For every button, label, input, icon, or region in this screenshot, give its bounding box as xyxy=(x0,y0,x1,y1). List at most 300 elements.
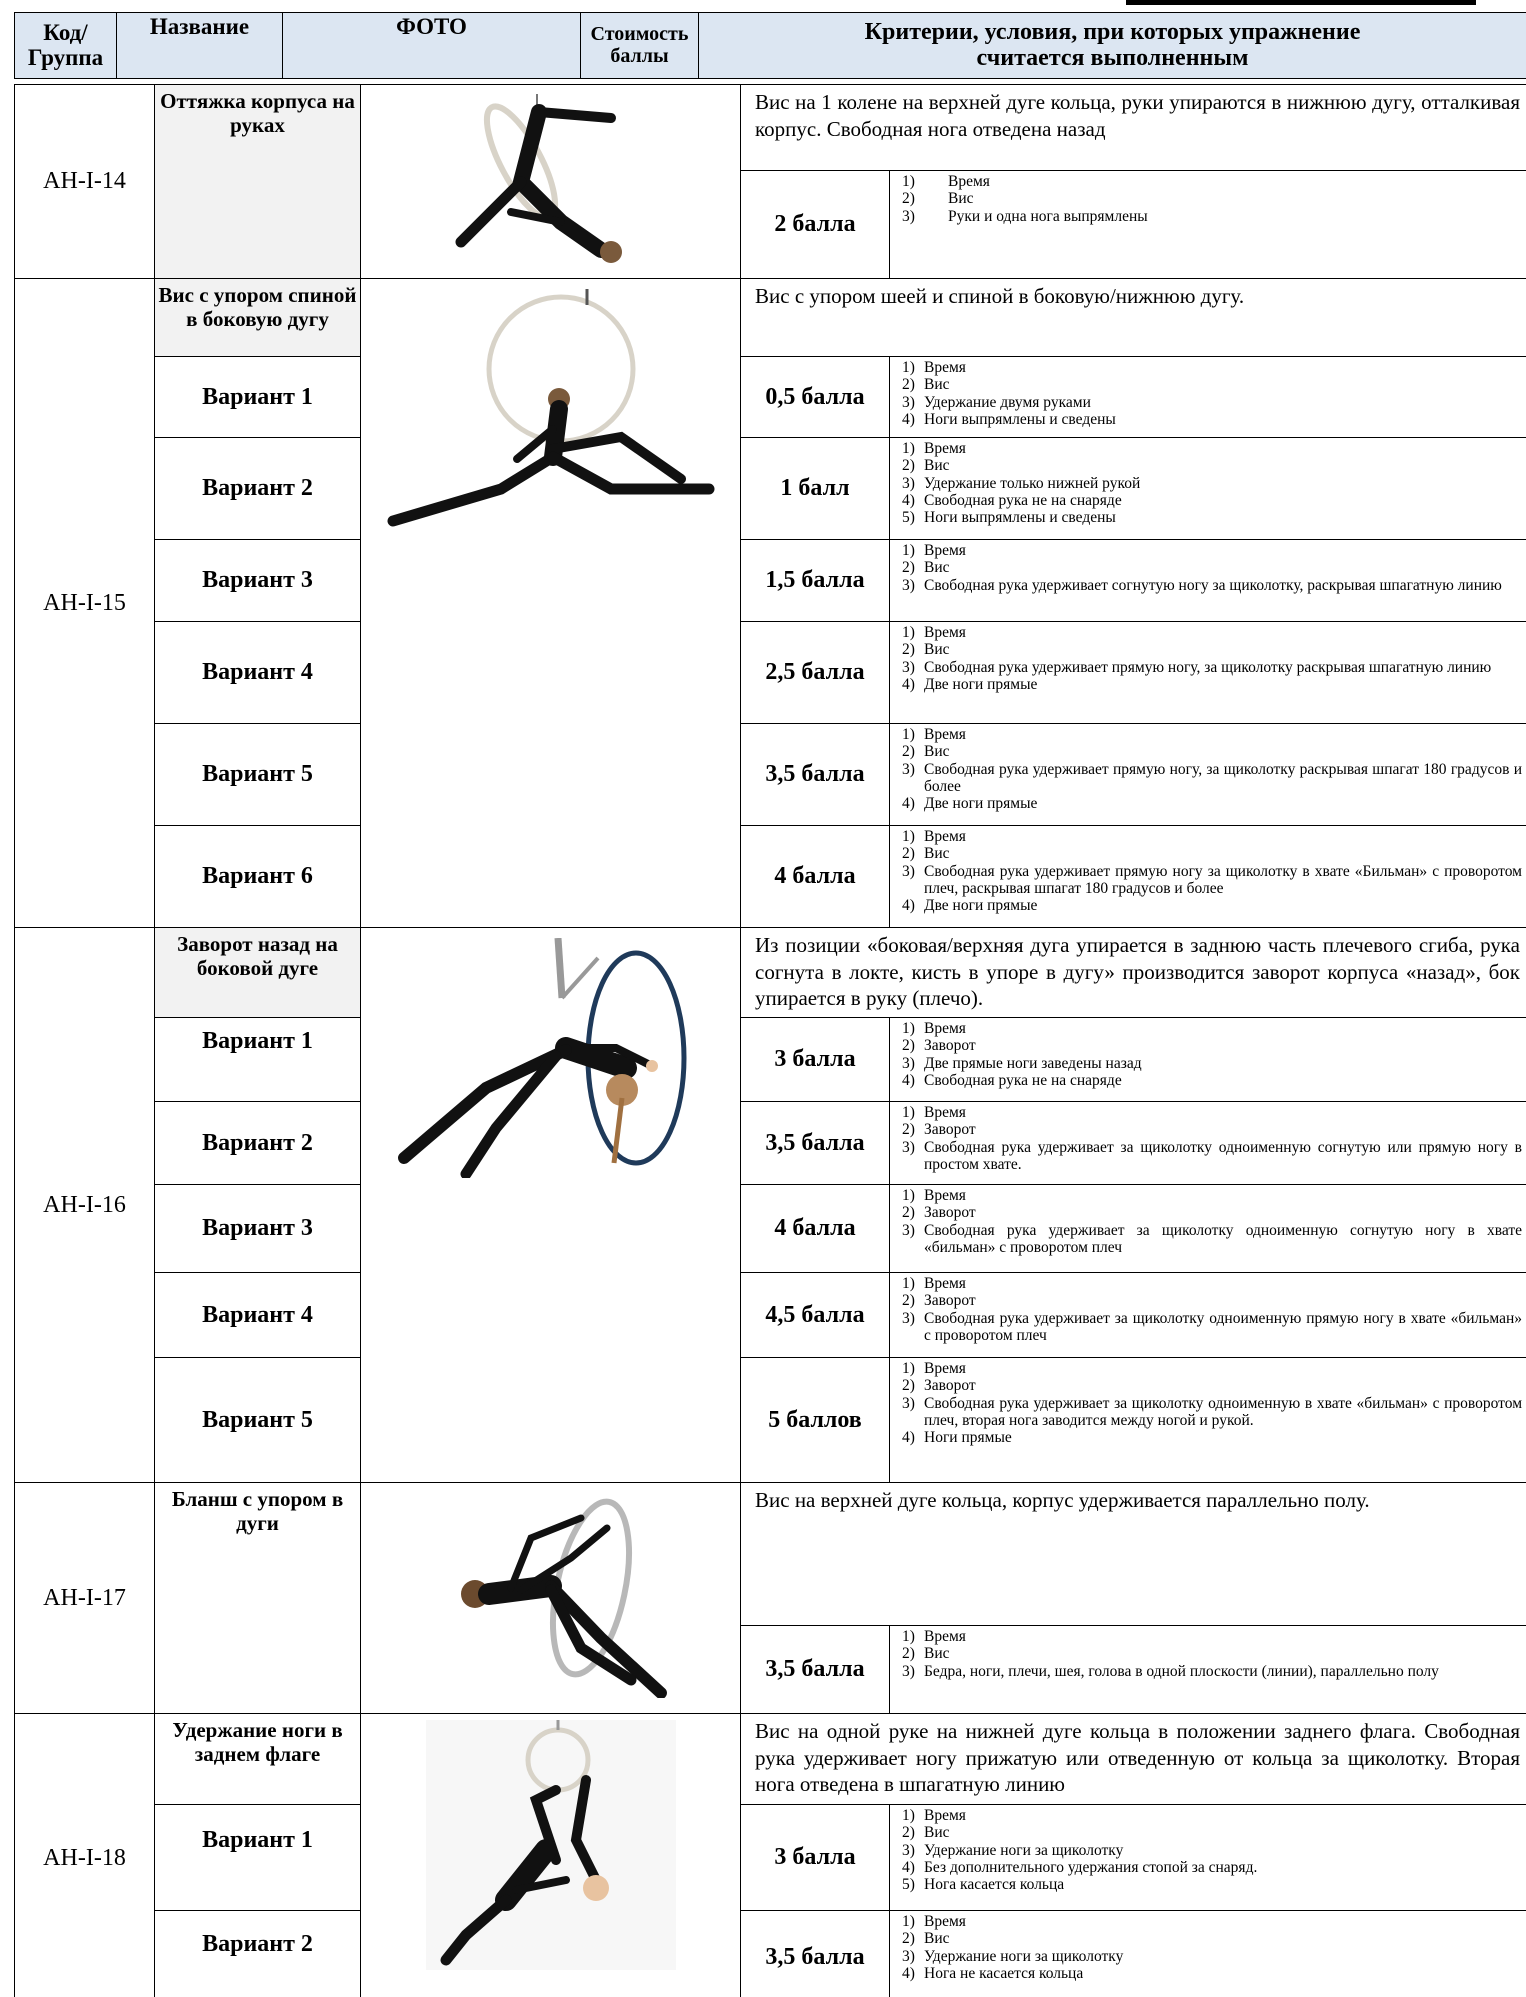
name-text: Бланш с упором в дуги xyxy=(171,1487,344,1536)
gymnast-back-flag-icon xyxy=(426,1720,676,1970)
photo-cell xyxy=(361,928,741,1483)
desc-text: Вис на одной руке на нижней дуге кольца в положении заднего флага. Свободная рука удерживает ногу прижатую или отведенную от кольца за щиколотку. Вторая нога отведена в шпагатную линию xyxy=(755,1719,1520,1797)
criteria-item xyxy=(902,1824,1522,1841)
criteria-item xyxy=(902,1377,1522,1394)
score-text: 4 балла xyxy=(774,863,856,889)
criteria-cell xyxy=(890,357,1526,438)
gymnast-hanging-on-knee-icon xyxy=(451,92,651,272)
criteria-num: 1) xyxy=(902,359,915,376)
criteria-text: Вис xyxy=(924,1930,950,1948)
criteria-text: Время xyxy=(924,624,966,641)
criteria-item xyxy=(902,1020,1522,1037)
criteria-text: Заворот xyxy=(924,1377,976,1395)
criteria-num: 4) xyxy=(902,795,915,813)
table-row xyxy=(15,1911,1526,1997)
criteria-num: 2) xyxy=(902,845,915,863)
variant-text: Вариант 5 xyxy=(202,761,313,787)
criteria-text: Нога касается кольца xyxy=(924,1876,1065,1894)
elements-table xyxy=(14,84,1526,1997)
criteria-num: 2) xyxy=(902,457,915,475)
criteria-text: Руки и одна нога выпрямлены xyxy=(948,207,1148,225)
desc-cell xyxy=(741,1714,1526,1805)
criteria-text: Свободная рука удерживает прямую ногу за щиколотку в хвате «Бильман» с проворотом плеч, раскрывая шпагат 180 градусов и более xyxy=(924,862,1522,898)
criteria-item xyxy=(902,676,1522,693)
criteria-num: 4) xyxy=(902,897,915,915)
criteria-item xyxy=(902,492,1522,509)
gymnast-horizontal-blanche-icon xyxy=(431,1498,671,1698)
criteria-num: 1) xyxy=(902,726,915,743)
criteria-text: Вис xyxy=(924,1645,950,1663)
code-cell xyxy=(15,85,155,279)
criteria-item xyxy=(902,1930,1522,1947)
code-text: АН-I-18 xyxy=(43,1845,126,1871)
variant-text: Вариант 2 xyxy=(202,1931,313,1957)
name-text: Удержание ноги в заднем флаге xyxy=(172,1718,343,1767)
table-row xyxy=(15,357,1526,438)
criteria-text: Нога не касается кольца xyxy=(924,1965,1084,1983)
header-code-text: Код/ Группа xyxy=(27,19,104,70)
criteria-num: 3) xyxy=(902,1841,915,1859)
criteria-text: Удержание только нижней рукой xyxy=(924,474,1141,492)
criteria-num: 3) xyxy=(902,1054,915,1072)
criteria-item xyxy=(902,208,1522,225)
code-cell xyxy=(15,1714,155,1997)
criteria-num: 3) xyxy=(902,1309,915,1327)
criteria-text: Две ноги прямые xyxy=(924,676,1038,694)
criteria-item xyxy=(902,577,1522,594)
criteria-item xyxy=(902,845,1522,862)
header-criteria-text: Критерии, условия, при которых упражнение считается выполненным xyxy=(864,18,1361,71)
criteria-item xyxy=(902,659,1522,676)
score-cell xyxy=(741,438,890,540)
score-text: 3,5 балла xyxy=(765,1129,865,1156)
table-row xyxy=(15,928,1526,1018)
criteria-num: 2) xyxy=(902,1824,915,1842)
gymnast-back-twist-icon xyxy=(386,938,716,1178)
criteria-cell xyxy=(890,1626,1526,1714)
criteria-item xyxy=(902,559,1522,576)
name-cell xyxy=(155,928,361,1018)
table-row xyxy=(15,85,1526,171)
criteria-num: 2) xyxy=(902,376,915,394)
criteria-text: Время xyxy=(924,1275,966,1292)
criteria-item xyxy=(902,828,1522,845)
criteria-num: 3) xyxy=(902,1138,915,1156)
criteria-item xyxy=(902,1663,1522,1680)
criteria-num: 3) xyxy=(902,1947,915,1965)
criteria-num: 2) xyxy=(902,641,915,659)
criteria-item xyxy=(902,394,1522,411)
criteria-num: 3) xyxy=(902,862,915,880)
photo-cell xyxy=(361,1714,741,1997)
score-cell xyxy=(741,622,890,724)
variant-text: Вариант 1 xyxy=(202,1028,313,1054)
criteria-num: 4) xyxy=(902,676,915,694)
name-text: Вис с упором спиной в боковую дугу xyxy=(158,283,357,332)
criteria-text: Время xyxy=(948,173,990,190)
table-row xyxy=(15,1483,1526,1626)
criteria-text: Время xyxy=(924,1807,966,1824)
criteria-item xyxy=(902,411,1522,428)
criteria-num: 2) xyxy=(902,559,915,577)
criteria-text: Вис xyxy=(924,559,950,577)
criteria-num: 3) xyxy=(902,474,915,492)
criteria-num: 3) xyxy=(902,1662,915,1680)
header-photo-text: ФОТО xyxy=(396,14,467,39)
code-text: АН-I-16 xyxy=(43,1191,126,1218)
variant-cell xyxy=(155,1018,361,1102)
name-text: Оттяжка корпуса на руках xyxy=(160,89,355,138)
criteria-cell xyxy=(890,171,1526,279)
criteria-num: 2) xyxy=(902,743,915,761)
criteria-text: Удержание ноги за щиколотку xyxy=(924,1841,1124,1859)
score-cell xyxy=(741,724,890,826)
table-row xyxy=(15,279,1526,357)
criteria-item xyxy=(902,863,1522,898)
criteria-text: Время xyxy=(924,1913,966,1930)
criteria-item xyxy=(902,1628,1522,1645)
score-cell xyxy=(741,357,890,438)
top-black-bar xyxy=(1126,0,1476,5)
score-text: 3,5 балла xyxy=(765,1943,865,1970)
variant-text: Вариант 3 xyxy=(202,567,313,593)
score-cell xyxy=(741,1911,890,1997)
criteria-text: Время xyxy=(924,1360,966,1377)
criteria-item xyxy=(902,795,1522,812)
photo-cell xyxy=(361,85,741,279)
photo-cell xyxy=(361,279,741,928)
criteria-num: 4) xyxy=(902,411,915,429)
gymnast-split-in-hoop-icon xyxy=(381,289,721,539)
criteria-item xyxy=(902,509,1522,526)
criteria-item xyxy=(902,1876,1522,1893)
criteria-cell xyxy=(890,1358,1526,1483)
criteria-num: 2) xyxy=(902,1645,915,1663)
criteria-cell xyxy=(890,1102,1526,1185)
criteria-num: 1) xyxy=(902,1104,915,1121)
criteria-text: Ноги выпрямлены и сведены xyxy=(924,509,1116,527)
criteria-num: 1) xyxy=(902,624,915,641)
criteria-cell xyxy=(890,1273,1526,1358)
criteria-num: 3) xyxy=(902,760,915,778)
criteria-item xyxy=(902,1948,1522,1965)
criteria-num: 1) xyxy=(902,1020,915,1037)
criteria-text: Две ноги прямые xyxy=(924,795,1038,813)
criteria-item xyxy=(902,761,1522,796)
criteria-item xyxy=(902,1807,1522,1824)
criteria-num: 4) xyxy=(902,1072,915,1090)
criteria-num: 3) xyxy=(902,658,915,676)
criteria-num: 3) xyxy=(902,393,915,411)
criteria-cell xyxy=(890,1805,1526,1911)
criteria-num: 3) xyxy=(902,1394,915,1412)
criteria-item xyxy=(902,1139,1522,1174)
code-cell xyxy=(15,279,155,928)
criteria-text: Вис xyxy=(948,190,974,208)
criteria-num: 3) xyxy=(902,207,915,225)
criteria-text: Вис xyxy=(924,1824,950,1842)
name-cell xyxy=(155,1483,361,1714)
criteria-text: Бедра, ноги, плечи, шея, голова в одной плоскости (линии), параллельно полу xyxy=(924,1662,1439,1680)
variant-text: Вариант 3 xyxy=(202,1215,313,1241)
variant-cell xyxy=(155,1805,361,1911)
criteria-text: Время xyxy=(924,440,966,457)
variant-text: Вариант 5 xyxy=(202,1406,313,1433)
criteria-cell xyxy=(890,826,1526,928)
criteria-item xyxy=(902,1360,1522,1377)
score-cell xyxy=(741,1805,890,1911)
criteria-item xyxy=(902,1859,1522,1876)
variant-cell xyxy=(155,1358,361,1483)
table-row xyxy=(15,1714,1526,1805)
score-cell xyxy=(741,1185,890,1273)
criteria-text: Время xyxy=(924,1628,966,1645)
score-cell xyxy=(741,1018,890,1102)
criteria-num: 1) xyxy=(902,173,915,190)
criteria-text: Ноги прямые xyxy=(924,1429,1012,1447)
table-row xyxy=(15,540,1526,622)
criteria-text: Две ноги прямые xyxy=(924,897,1038,915)
criteria-num: 3) xyxy=(902,1221,915,1239)
criteria-text: Время xyxy=(924,726,966,743)
score-cell xyxy=(741,1102,890,1185)
desc-cell xyxy=(741,1483,1526,1626)
criteria-cell xyxy=(890,1185,1526,1273)
criteria-text: Без дополнительного удержания стопой за снаряд. xyxy=(924,1859,1258,1877)
desc-cell xyxy=(741,279,1526,357)
criteria-text: Вис xyxy=(924,376,950,394)
code-cell xyxy=(15,928,155,1483)
criteria-num: 5) xyxy=(902,509,915,527)
criteria-text: Заворот xyxy=(924,1121,976,1139)
score-text: 3,5 балла xyxy=(765,1656,865,1682)
table-row xyxy=(15,826,1526,928)
header-name xyxy=(117,13,283,79)
desc-cell xyxy=(741,928,1526,1018)
variant-text: Вариант 4 xyxy=(202,1301,313,1328)
criteria-num: 1) xyxy=(902,1913,915,1930)
criteria-num: 2) xyxy=(902,1292,915,1310)
name-cell xyxy=(155,279,361,357)
variant-text: Вариант 1 xyxy=(202,1827,313,1853)
table-row xyxy=(15,1185,1526,1273)
desc-cell xyxy=(741,85,1526,171)
name-text: Заворот назад на боковой дуге xyxy=(177,932,338,981)
criteria-text: Вис xyxy=(924,845,950,863)
desc-text: Из позиции «боковая/верхняя дуга упирается в заднюю часть плечевого сгиба, рука согнута в локте, кисть в упоре в дугу» производится заворот корпуса «назад», бок упирается в руку (плечо). xyxy=(755,933,1520,1011)
desc-text: Вис на 1 колене на верхней дуге кольца, руки упираются в нижнюю дугу, отталкивая корпус. Свободная нога отведена назад xyxy=(755,90,1520,141)
photo-cell xyxy=(361,1483,741,1714)
table-header xyxy=(14,12,1526,79)
table-row xyxy=(15,1018,1526,1102)
score-cell xyxy=(741,826,890,928)
criteria-item xyxy=(902,1222,1522,1257)
criteria-item xyxy=(902,1187,1522,1204)
variant-text: Вариант 2 xyxy=(202,475,313,501)
criteria-num: 1) xyxy=(902,828,915,845)
criteria-text: Время xyxy=(924,542,966,559)
criteria-text: Две прямые ноги заведены назад xyxy=(924,1054,1142,1072)
criteria-item xyxy=(902,457,1522,474)
code-cell xyxy=(15,1483,155,1714)
header-cost-text: Стоимость баллы xyxy=(590,22,689,67)
criteria-text: Заворот xyxy=(924,1037,976,1055)
score-text: 4,5 балла xyxy=(765,1301,865,1328)
score-text: 2 балла xyxy=(774,211,856,237)
criteria-text: Время xyxy=(924,359,966,376)
criteria-text: Вис xyxy=(924,641,950,659)
table-row xyxy=(15,1273,1526,1358)
criteria-text: Вис xyxy=(924,743,950,761)
variant-cell xyxy=(155,826,361,928)
criteria-item xyxy=(902,190,1522,207)
criteria-num: 2) xyxy=(902,1377,915,1395)
criteria-item xyxy=(902,1204,1522,1221)
code-text: АН-I-15 xyxy=(43,589,126,616)
criteria-num: 1) xyxy=(902,1360,915,1377)
criteria-item xyxy=(902,359,1522,376)
criteria-item xyxy=(902,173,1522,190)
criteria-num: 4) xyxy=(902,1965,915,1983)
criteria-item xyxy=(902,1072,1522,1089)
criteria-item xyxy=(902,1965,1522,1982)
variant-cell xyxy=(155,622,361,724)
criteria-num: 2) xyxy=(902,1121,915,1139)
criteria-num: 1) xyxy=(902,440,915,457)
criteria-cell xyxy=(890,622,1526,724)
criteria-item xyxy=(902,1292,1522,1309)
variant-cell xyxy=(155,540,361,622)
variant-cell xyxy=(155,1185,361,1273)
table-row xyxy=(15,724,1526,826)
criteria-num: 1) xyxy=(902,1807,915,1824)
table-row xyxy=(15,622,1526,724)
criteria-cell xyxy=(890,1911,1526,1997)
score-text: 3,5 балла xyxy=(765,761,865,787)
criteria-cell xyxy=(890,438,1526,540)
criteria-item xyxy=(902,475,1522,492)
criteria-text: Заворот xyxy=(924,1292,976,1310)
score-cell xyxy=(741,171,890,279)
criteria-item xyxy=(902,743,1522,760)
criteria-num: 2) xyxy=(902,1037,915,1055)
criteria-item xyxy=(902,1395,1522,1430)
criteria-item xyxy=(902,624,1522,641)
criteria-num: 1) xyxy=(902,542,915,559)
score-cell xyxy=(741,1358,890,1483)
criteria-item xyxy=(902,1429,1522,1446)
criteria-text: Ноги выпрямлены и сведены xyxy=(924,411,1116,429)
criteria-num: 1) xyxy=(902,1275,915,1292)
variant-cell xyxy=(155,357,361,438)
score-text: 2,5 балла xyxy=(765,659,865,685)
criteria-text: Вис xyxy=(924,457,950,475)
variant-cell xyxy=(155,724,361,826)
criteria-item xyxy=(902,1645,1522,1662)
criteria-num: 1) xyxy=(902,1628,915,1645)
criteria-text: Время xyxy=(924,1104,966,1121)
criteria-item xyxy=(902,726,1522,743)
criteria-num: 4) xyxy=(902,1429,915,1447)
criteria-num: 4) xyxy=(902,1859,915,1877)
criteria-item xyxy=(902,897,1522,914)
criteria-cell xyxy=(890,724,1526,826)
score-text: 0,5 балла xyxy=(765,383,865,410)
criteria-item xyxy=(902,1037,1522,1054)
criteria-text: Свободная рука удерживает за щиколотку одноименную согнутую ногу в хвате «бильман» с проворотом плеч xyxy=(924,1221,1522,1257)
criteria-text: Время xyxy=(924,828,966,845)
criteria-item xyxy=(902,1913,1522,1930)
criteria-text: Свободная рука удерживает за щиколотку одноименную в хвате «бильман» с проворотом плеч, вторая нога заводится между ногой и рукой. xyxy=(924,1394,1522,1430)
score-cell xyxy=(741,1626,890,1714)
variant-cell xyxy=(155,1273,361,1358)
criteria-num: 2) xyxy=(902,190,915,208)
criteria-text: Свободная рука удерживает за щиколотку одноименную согнутую или прямую ногу в простом хвате. xyxy=(924,1138,1522,1174)
name-cell xyxy=(155,85,361,279)
table-row xyxy=(15,438,1526,540)
criteria-text: Заворот xyxy=(924,1204,976,1222)
criteria-text: Время xyxy=(924,1187,966,1204)
table-row xyxy=(15,1102,1526,1185)
variant-cell xyxy=(155,1911,361,1997)
score-text: 5 баллов xyxy=(768,1406,862,1433)
criteria-item xyxy=(902,641,1522,658)
criteria-text: Удержание ноги за щиколотку xyxy=(924,1947,1124,1965)
desc-text: Вис с упором шеей и спиной в боковую/нижнюю дугу. xyxy=(755,284,1245,308)
name-cell xyxy=(155,1714,361,1805)
score-text: 3 балла xyxy=(774,1046,856,1072)
criteria-num: 5) xyxy=(902,1876,915,1894)
variant-cell xyxy=(155,438,361,540)
criteria-num: 1) xyxy=(902,1187,915,1204)
criteria-item xyxy=(902,1842,1522,1859)
criteria-item xyxy=(902,1275,1522,1292)
header-cost xyxy=(581,13,699,79)
criteria-text: Свободная рука не на снаряде xyxy=(924,1072,1122,1090)
table-row xyxy=(15,1805,1526,1911)
criteria-item xyxy=(902,1104,1522,1121)
criteria-num: 4) xyxy=(902,492,915,510)
criteria-num: 2) xyxy=(902,1204,915,1222)
criteria-num: 3) xyxy=(902,576,915,594)
score-text: 4 балла xyxy=(774,1215,856,1241)
desc-text: Вис на верхней дуге кольца, корпус удерживается параллельно полу. xyxy=(755,1488,1370,1512)
criteria-text: Время xyxy=(924,1020,966,1037)
criteria-num: 2) xyxy=(902,1930,915,1948)
header-code xyxy=(15,13,117,79)
score-text: 1 балл xyxy=(780,475,850,501)
criteria-text: Свободная рука удерживает за щиколотку одноименную прямую ногу в хвате «бильман» с проворотом плеч xyxy=(924,1309,1522,1345)
variant-text: Вариант 6 xyxy=(202,863,313,889)
table-row xyxy=(15,1358,1526,1483)
variant-text: Вариант 4 xyxy=(202,659,313,685)
header-photo xyxy=(283,13,581,79)
criteria-item xyxy=(902,376,1522,393)
criteria-item xyxy=(902,1310,1522,1345)
criteria-text: Свободная рука удерживает прямую ногу, за щиколотку раскрывая шпагат 180 градусов и более xyxy=(924,760,1522,796)
criteria-cell xyxy=(890,540,1526,622)
criteria-text: Свободная рука удерживает прямую ногу, за щиколотку раскрывая шпагатную линию xyxy=(924,658,1492,676)
criteria-text: Свободная рука удерживает согнутую ногу за щиколотку, раскрывая шпагатную линию xyxy=(924,576,1502,594)
score-text: 1,5 балла xyxy=(765,567,865,593)
variant-cell xyxy=(155,1102,361,1185)
score-cell xyxy=(741,540,890,622)
header-name-text: Название xyxy=(149,14,250,39)
criteria-item xyxy=(902,542,1522,559)
criteria-text: Свободная рука не на снаряде xyxy=(924,492,1122,510)
header-criteria xyxy=(699,13,1526,79)
score-cell xyxy=(741,1273,890,1358)
